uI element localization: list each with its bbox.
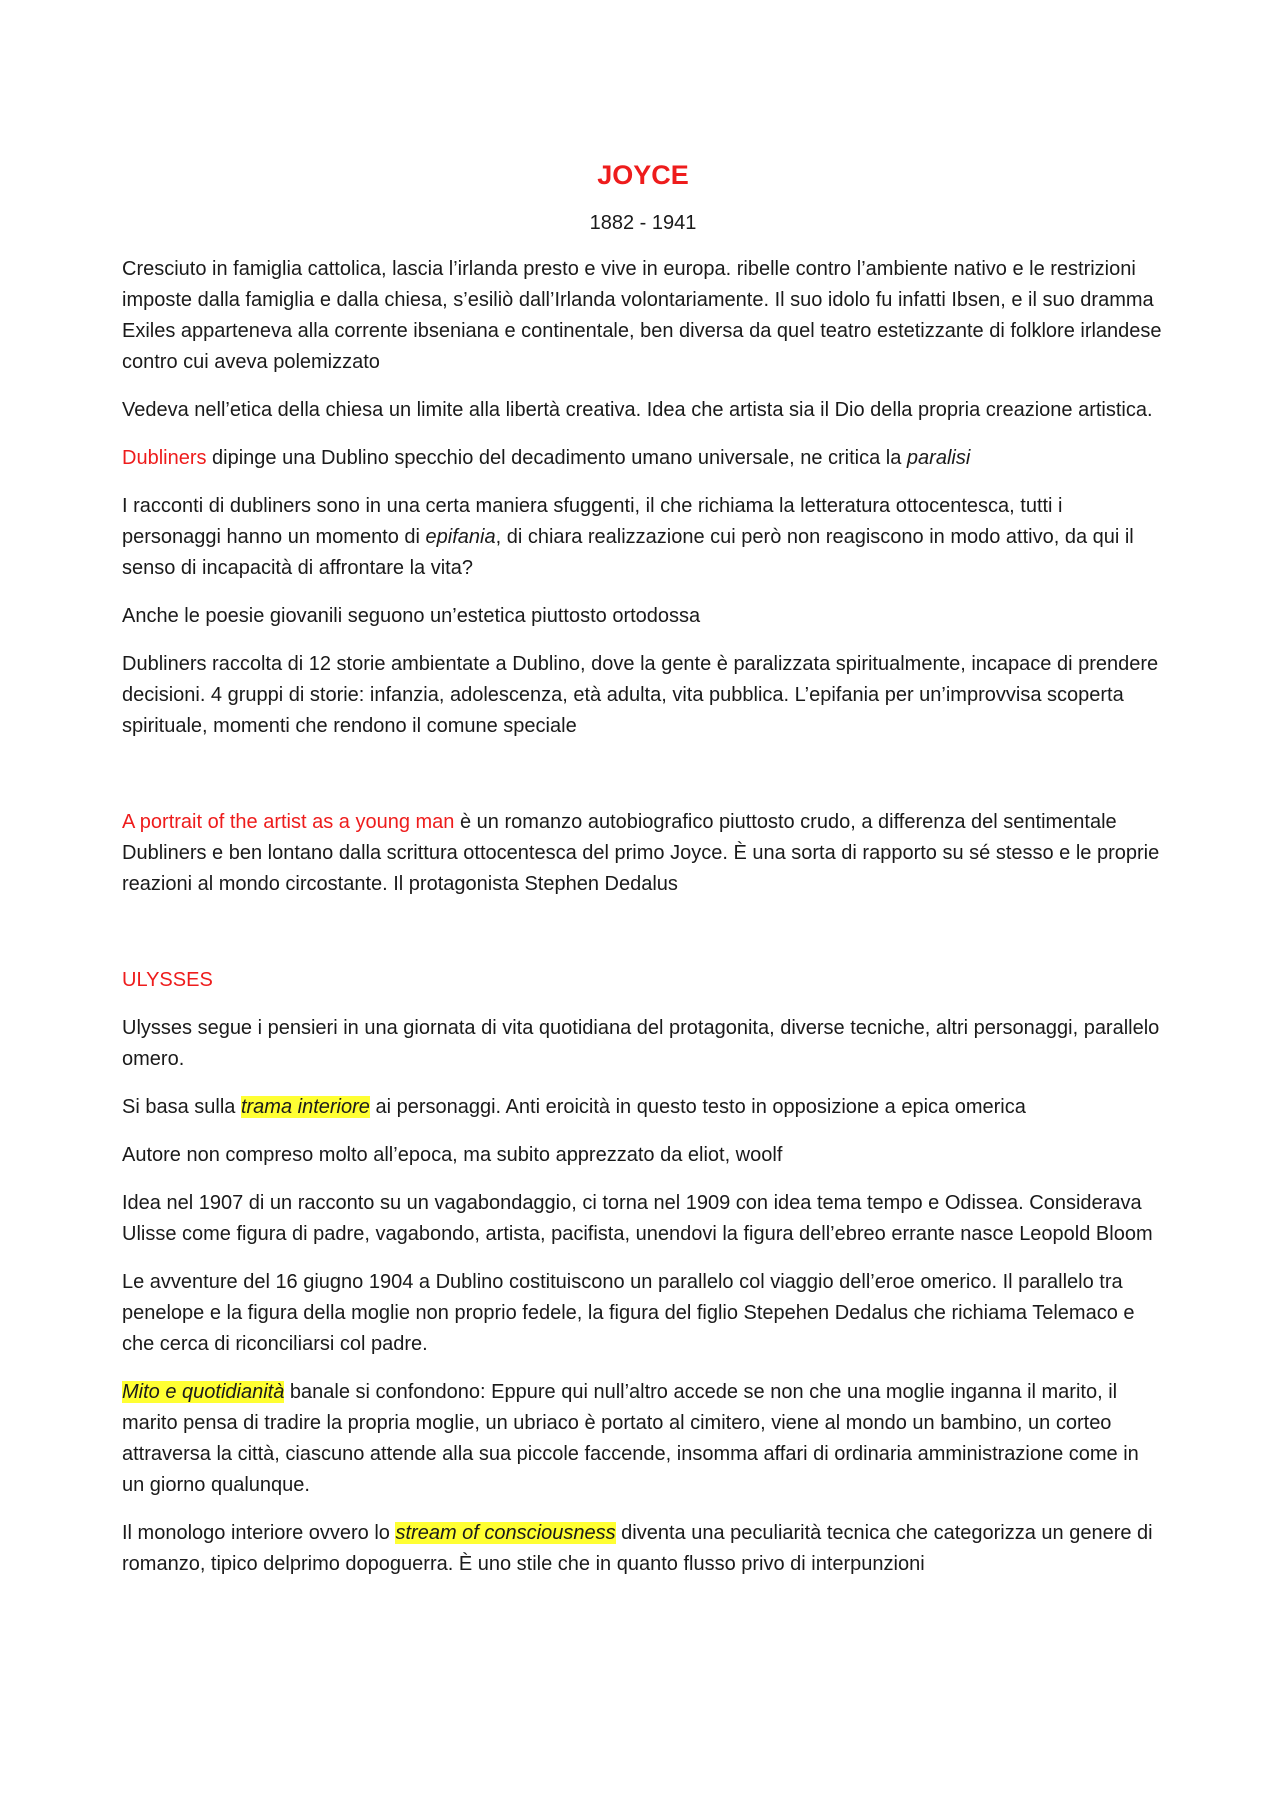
trama-after: ai personaggi. Anti eroicità in questo testo in opposizione a epica omerica [369,1096,1026,1118]
ulysses-heading: ULYSSES [122,969,213,991]
document-title: JOYCE [597,160,689,190]
paragraph-dubliners-intro [122,443,1164,474]
paragraph-stream [122,1518,1164,1580]
dubliners-stories-after: , di chiara realizzazione cui però non reagiscono in modo attivo, da qui il senso di incapacità di affrontare la vita? [122,526,1134,579]
dubliners-title-red: Dubliners [122,447,207,469]
paralisi-italic: paralisi [906,447,971,469]
paragraph-ulysses-summary: Ulysses segue i pensieri in una giornata di vita quotidiana del protagonita, diverse tecniche, altri personaggi, parallelo omero. [122,1017,1160,1070]
portrait-title-red: A portrait of the artist as a young man [122,811,455,833]
paragraph-reception: Autore non compreso molto all’epoca, ma subito apprezzato da eliot, woolf [122,1144,783,1166]
stream-before: Il monologo interiore ovvero lo [122,1522,396,1544]
epifania-italic: epifania [425,526,496,548]
stream-of-consciousness-highlight: stream of consciousness [395,1522,616,1544]
paragraph-poems: Anche le poesie giovanili seguono un’estetica piuttosto ortodossa [122,605,701,627]
paragraph-ethics: Vedeva nell’etica della chiesa un limite alla libertà creativa. Idea che artista sia il Dio della propria creazione artistica. [122,399,1153,421]
paragraph-biography: Cresciuto in famiglia cattolica, lascia l’irlanda presto e vive in europa. ribelle contro l’ambiente nativo e le restrizioni imposte dalla famiglia e dalla chiesa, s’esiliò dall’Irlanda volontariamente. Il suo idolo fu infatti Ibsen, e il suo dramma Exiles apparteneva alla corrente ibseniana e continentale, ben diversa da quel teatro estetizzante di folklore irlandese contro cui aveva polemizzato [122,258,1162,373]
paragraph-dubliners-collection: Dubliners raccolta di 12 storie ambientate a Dublino, dove la gente è paralizzata spiritualmente, incapace di prendere decisioni. 4 gruppi di storie: infanzia, adolescenza, età adulta, vita pubblica. L’epifania per un’improvvisa scoperta spirituale, momenti che rendono il comune speciale [122,653,1159,737]
mito-after: banale si confondono: Eppure qui null’altro accede se non che una moglie inganna il marito, il marito pensa di tradire la propria moglie, un ubriaco è portato al cimitero, viene al mondo un bambino, un corteo attraversa la città, ciascuno attende alla sua piccole faccende, insomma affari di ordinaria amministrazione come in un giorno qualunque. [122,1381,1139,1496]
paragraph-portrait [122,807,1164,900]
paragraph-origins: Idea nel 1907 di un racconto su un vagabondaggio, ci torna nel 1909 con idea tema tempo e Odissea. Considerava Ulisse come figura di padre, vagabondo, artista, pacifista, unendovi la figura dell’ebreo errante nasce Leopold Bloom [122,1192,1153,1245]
mito-quotidianita-highlight: Mito e quotidianità [122,1381,285,1403]
paragraph-parallel: Le avventure del 16 giugno 1904 a Dublino costituiscono un parallelo col viaggio dell’eroe omerico. Il parallelo tra penelope e la figura della moglie non proprio fedele, la figura del figlio Stepehen Dedalus che richiama Telemaco e che cerca di riconciliarsi col padre. [122,1271,1135,1355]
trama-before: Si basa sulla [122,1096,241,1118]
author-dates: 1882 - 1941 [589,212,697,234]
blank-line [122,759,1164,807]
paragraph-dubliners-stories [122,491,1164,584]
trama-interiore-highlight: trama interiore [240,1096,370,1118]
paragraph-mito [122,1377,1164,1501]
portrait-text: è un romanzo autobiografico piuttosto crudo, a differenza del sentimentale Dubliners e ben lontano dalla scrittura ottocentesca del primo Joyce. È una sorta di rapporto su sé stesso e le proprie reazioni al mondo circostante. Il protagonista Stephen Dedalus [122,811,1160,895]
paragraph-trama-interiore [122,1092,1164,1123]
dubliners-intro-text: dipinge una Dublino specchio del decadimento umano universale, ne critica la [206,447,907,469]
dubliners-stories-before: I racconti di dubliners sono in una certa maniera sfuggenti, il che richiama la letteratura ottocentesca, tutti i personaggi hanno un momento di [122,495,1063,548]
blank-line [122,917,1164,965]
stream-after: diventa una peculiarità tecnica che categorizza un genere di romanzo, tipico delprimo dopoguerra. È uno stile che in quanto flusso privo di interpunzioni [122,1522,1153,1575]
